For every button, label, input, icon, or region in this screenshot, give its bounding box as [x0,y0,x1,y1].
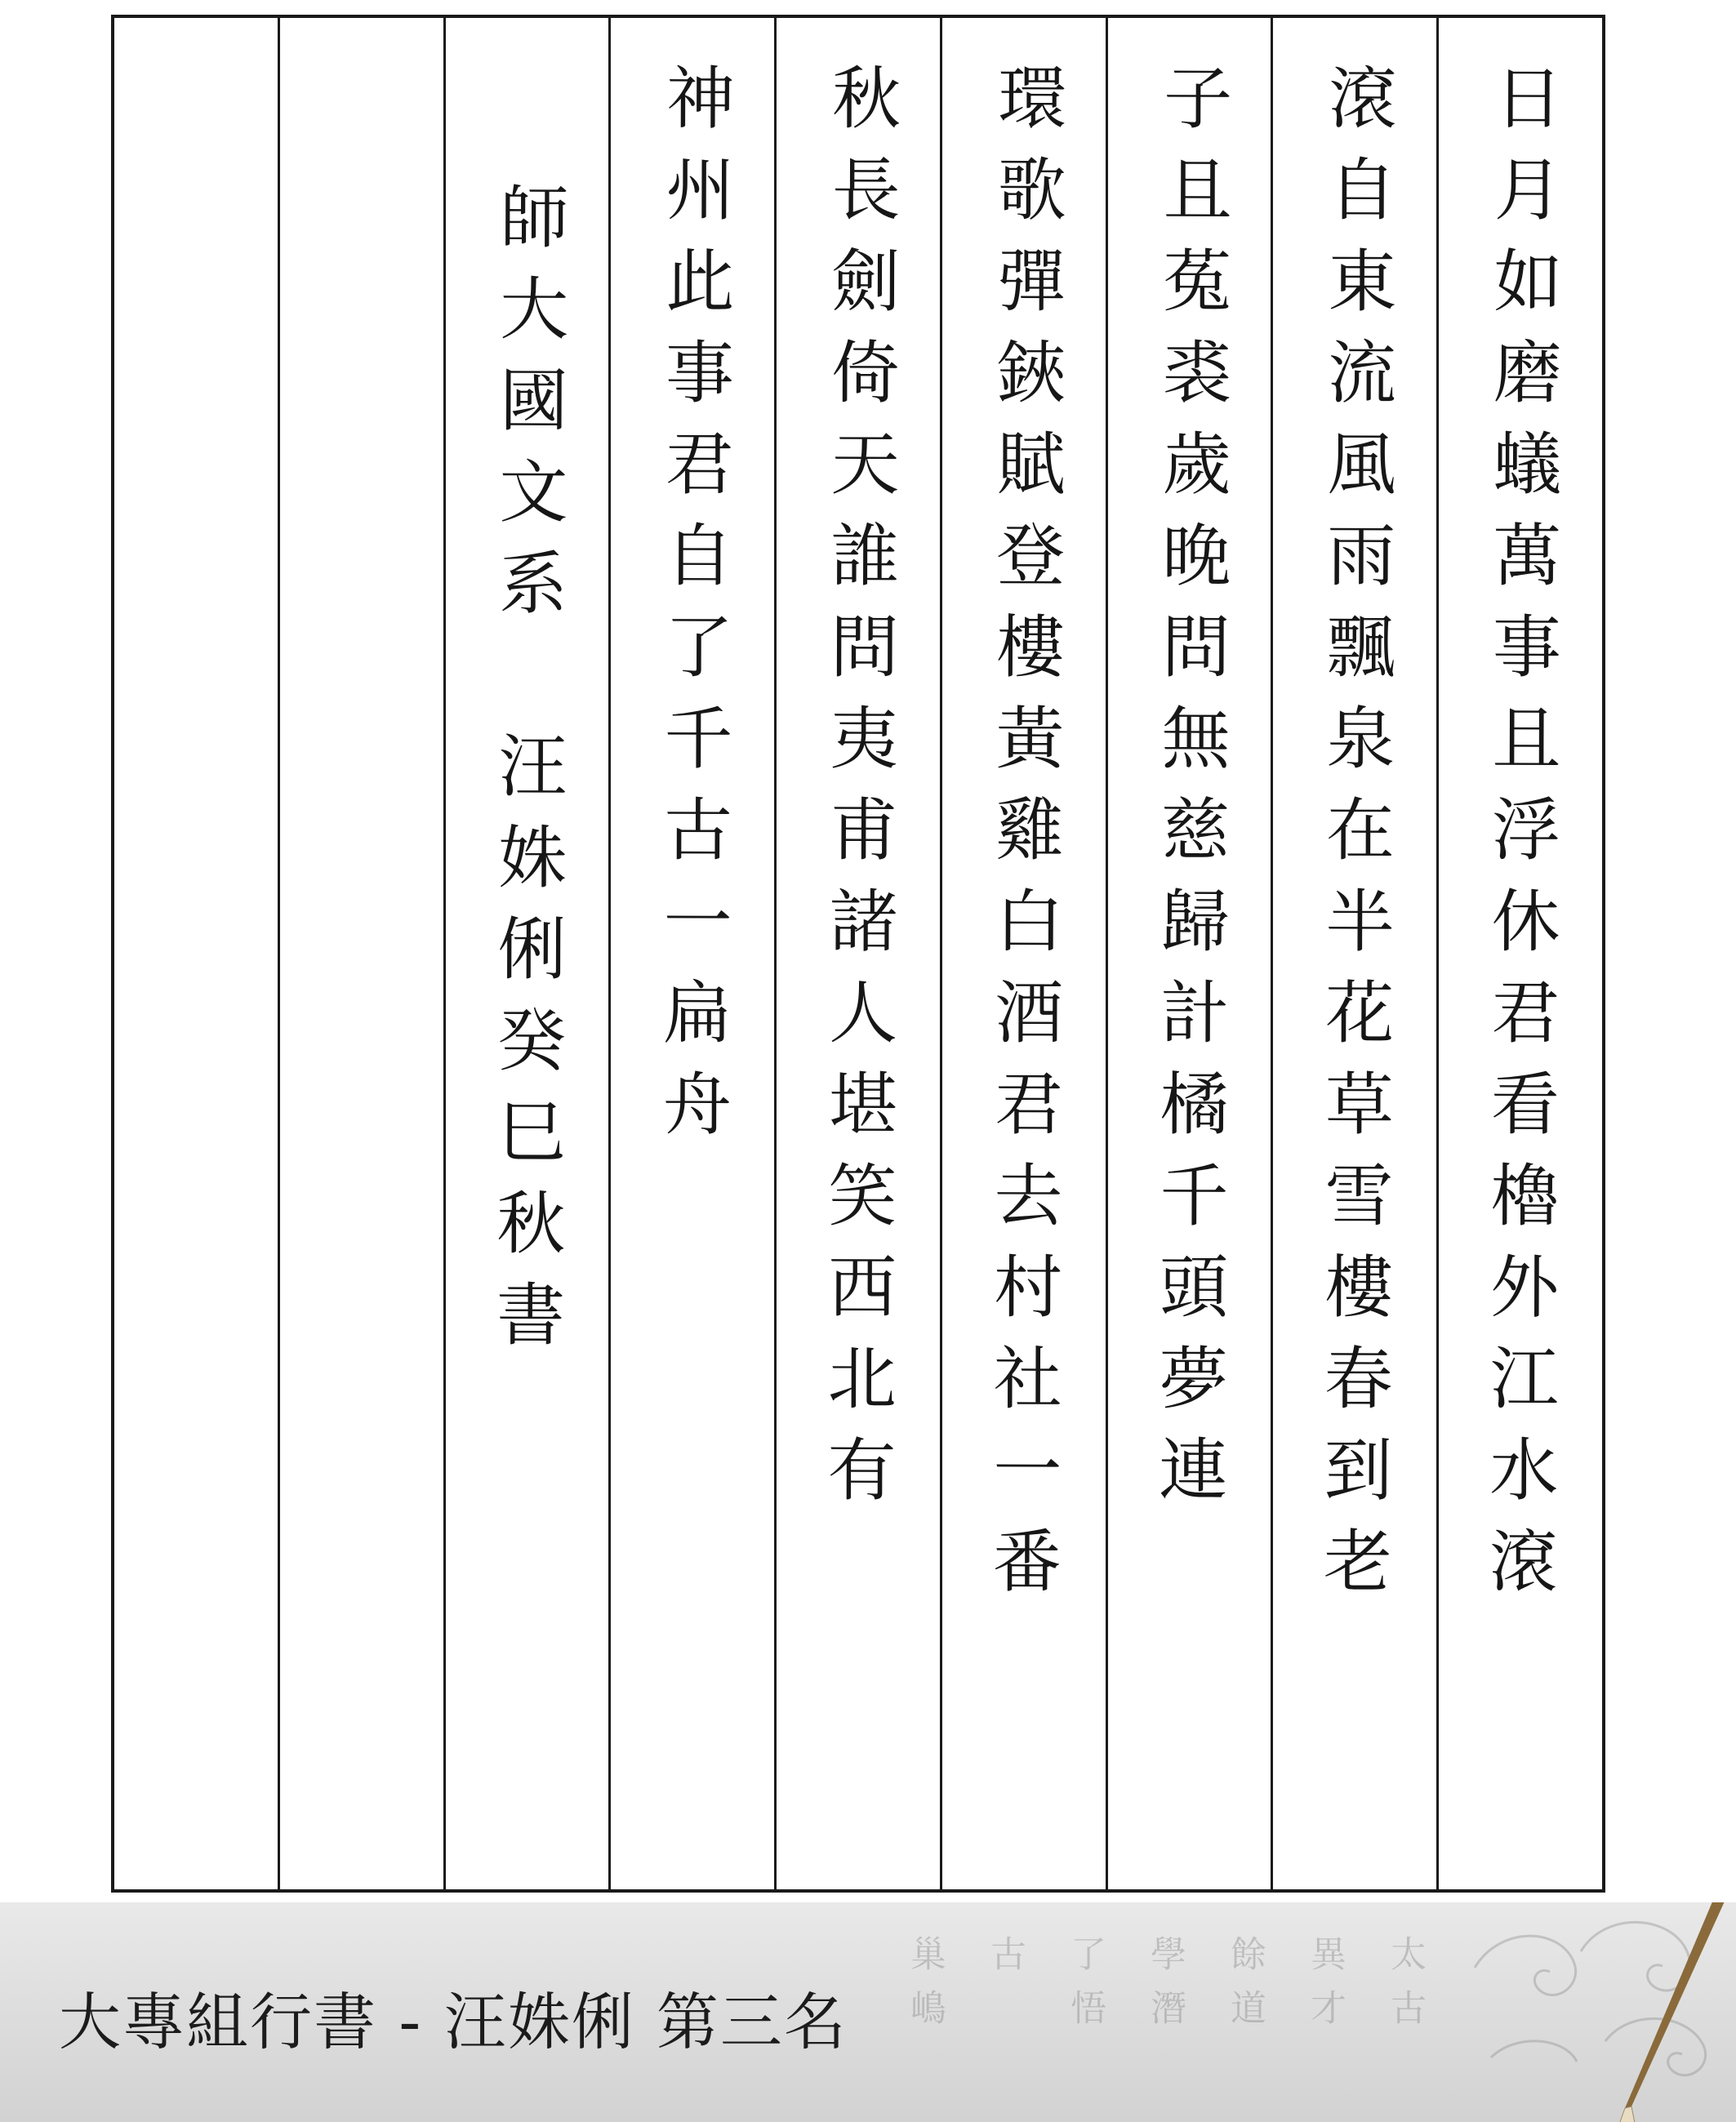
calligraphy-sheet [111,15,1605,1893]
faint-column: 異才 [1304,1935,1346,2043]
column-text [358,18,365,1889]
faint-column: 學潛 [1144,1935,1186,2043]
column-text: 神州此事君自了千古一扁舟 [652,61,737,1160]
faint-column: 了悟 [1064,1935,1106,2043]
column-4 [940,18,1106,1889]
column-text: 子且菟裘歲晚問無慈歸計橘千頭夢連 [1147,61,1233,1526]
caption-banner [0,1902,1736,2122]
column-3 [1106,18,1271,1889]
banner-background-text [898,1935,1431,2043]
column-7 [443,18,609,1889]
faint-column: 古 [984,1935,1026,1989]
column-6 [608,18,774,1889]
signature-column-text: 師大國文系 汪姝俐癸巳秋書 [485,180,570,1371]
faint-column: 太古 [1384,1935,1426,2043]
column-8 [278,18,443,1889]
column-text: 秋長劍倚天誰問夷甫諸人堪笑西北有 [816,61,901,1526]
cloud-brush-decoration-icon [1442,1902,1736,2122]
column-text [193,18,199,1889]
faint-column: 餘道 [1224,1935,1266,2043]
column-text: 環歌彈鋏賦登樓黃雞白酒君去村社一番 [981,61,1067,1617]
column-text: 日月如磨蟻萬事且浮休君看櫓外江水滾 [1478,61,1564,1617]
column-1 [1436,18,1602,1889]
caption-title: 大專組行書 - 汪姝俐 第三名 [59,1986,848,2058]
column-text: 滾自東流風雨飄泉在半花草雪樓春到老 [1312,61,1399,1617]
column-9 [114,18,278,1889]
column-5 [774,18,940,1889]
column-2 [1271,18,1436,1889]
faint-column: 巢嶋 [904,1935,946,2043]
